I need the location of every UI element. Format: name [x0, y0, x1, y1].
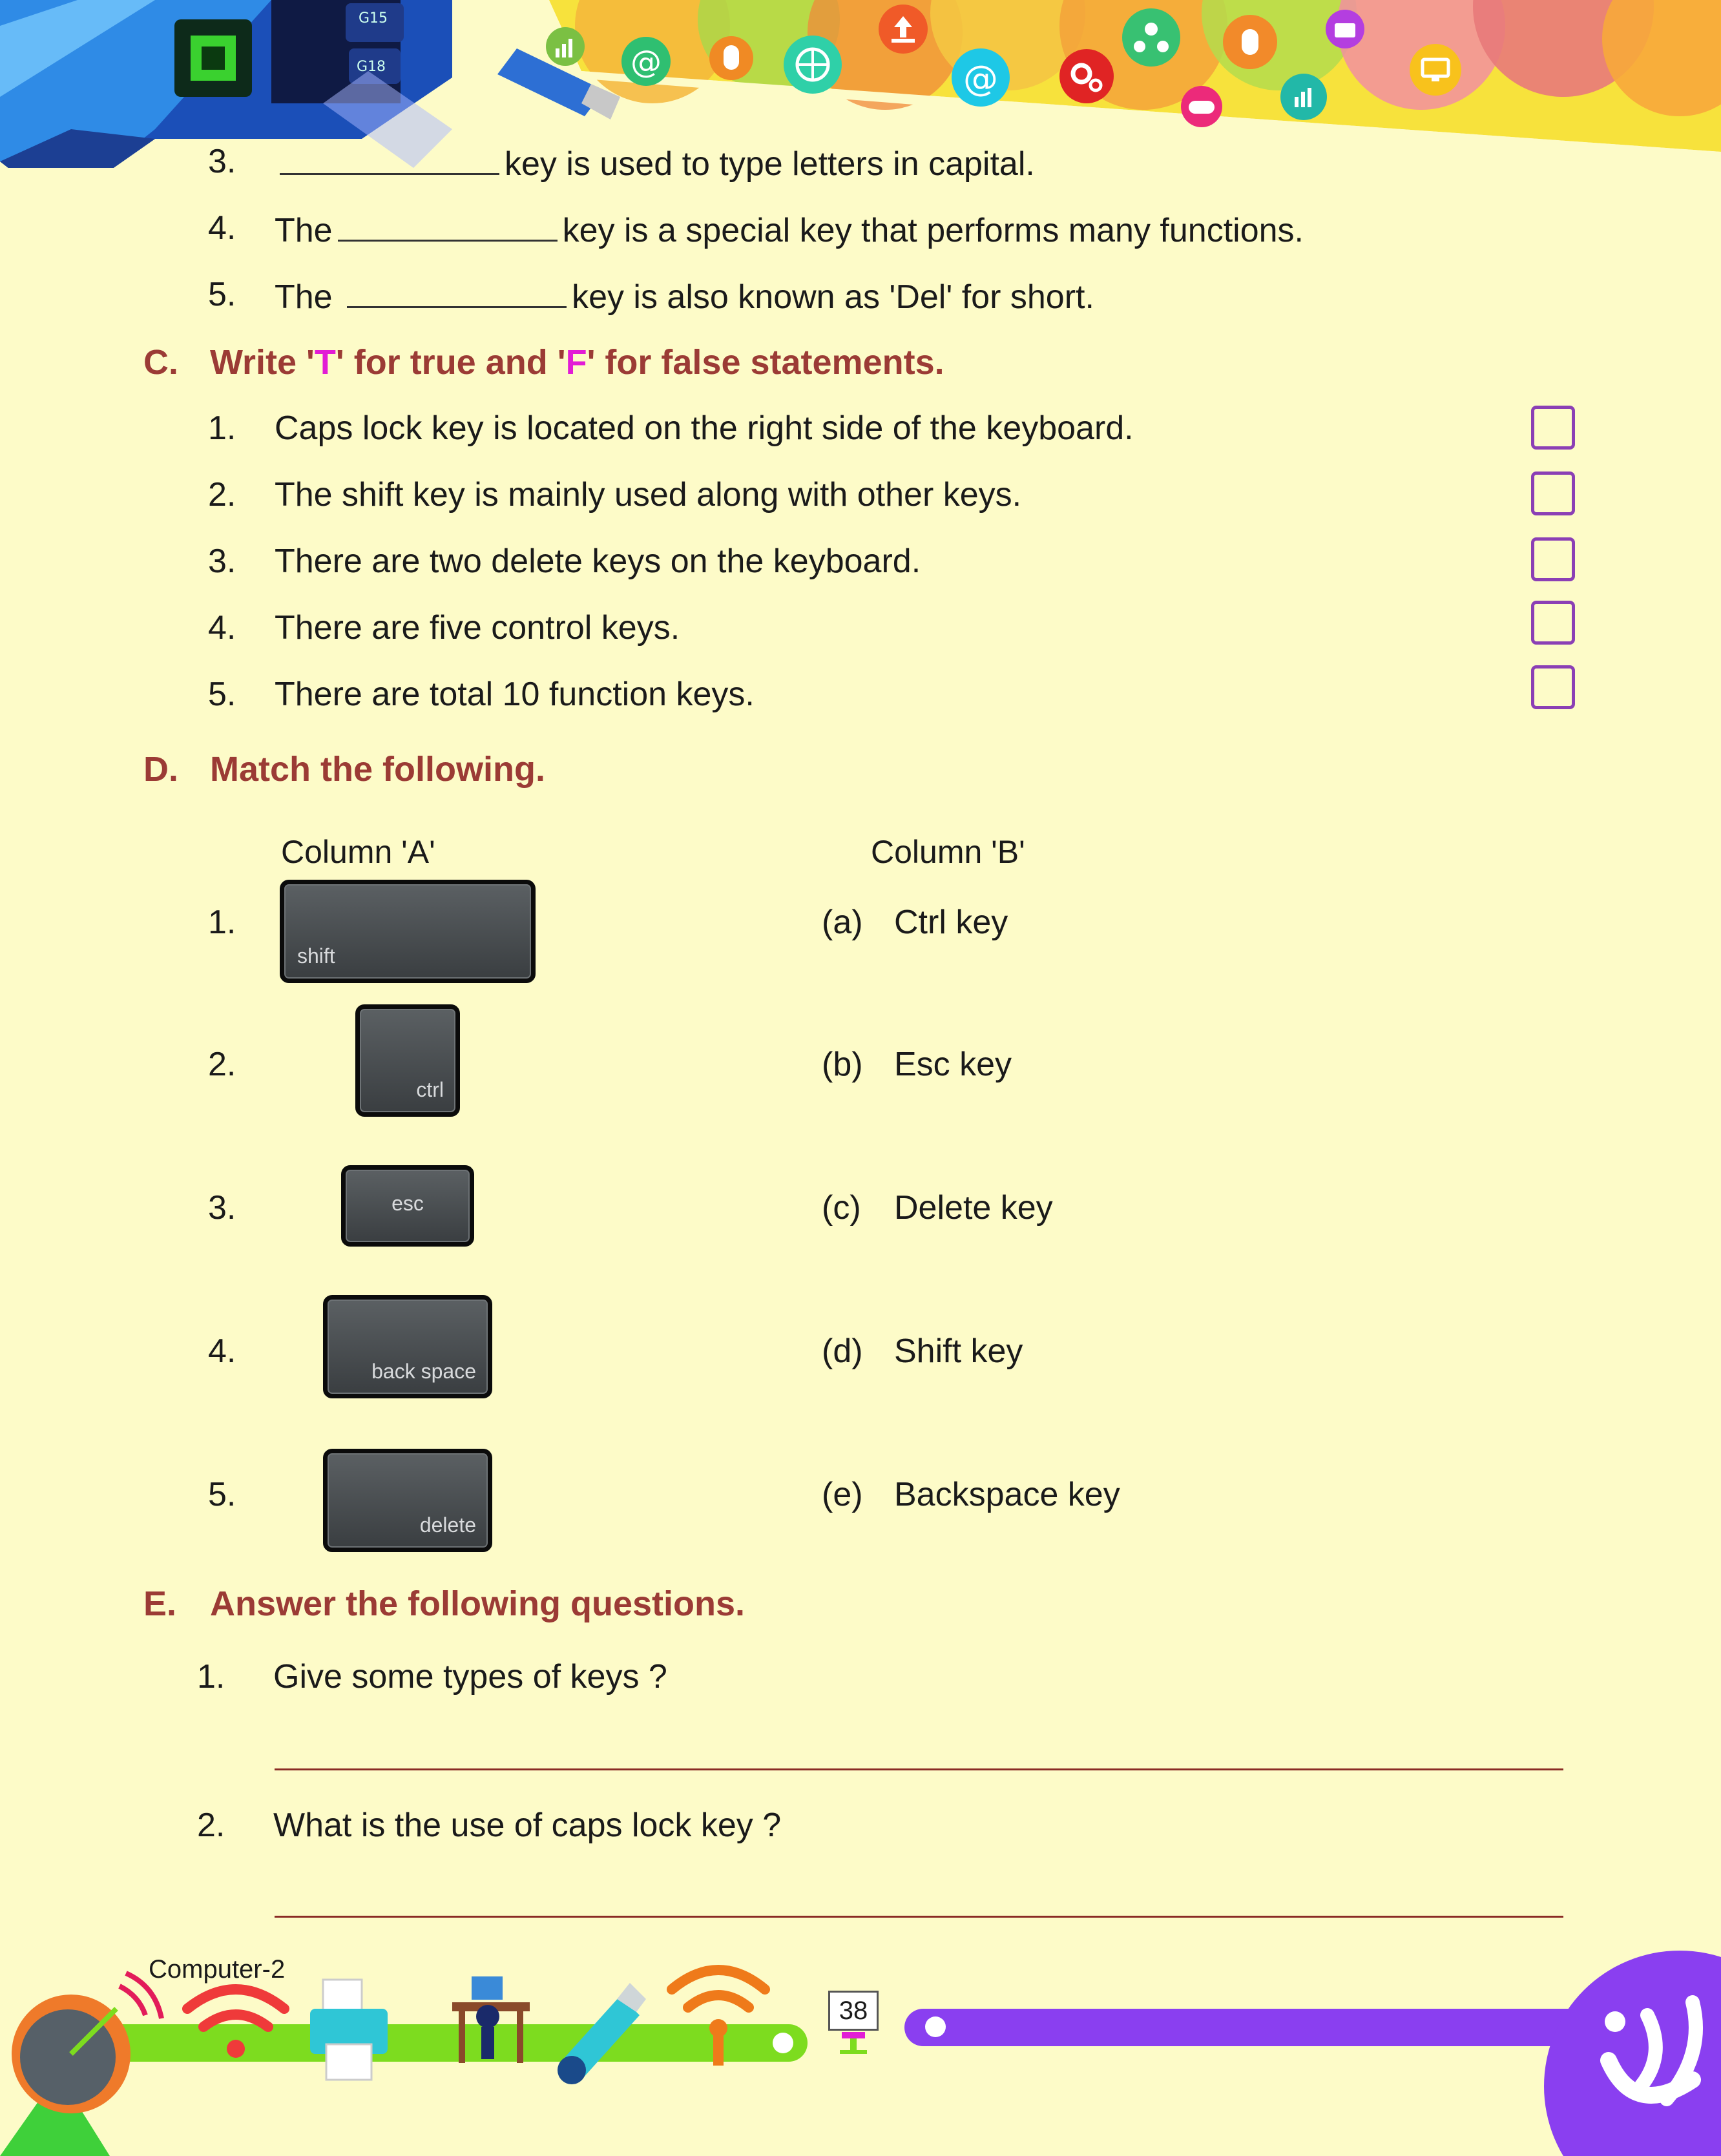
question-text: What is the use of caps lock key ? — [273, 1807, 782, 1844]
option-text: Delete key — [894, 1189, 1053, 1227]
svg-text:G18: G18 — [357, 59, 386, 75]
tf-answer-box[interactable] — [1531, 472, 1575, 515]
section-d-letter: D. — [143, 750, 178, 789]
tf-statement: There are five control keys. — [275, 609, 680, 647]
match-item-number: 5. — [208, 1476, 236, 1513]
question-text: Give some types of keys ? — [273, 1658, 667, 1695]
column-a-heading: Column 'A' — [281, 834, 435, 870]
match-option — [822, 1188, 1053, 1227]
key-label: esc — [391, 1192, 424, 1215]
at-sign-icon — [621, 37, 671, 86]
mouse-icon — [709, 36, 753, 80]
blank-item — [275, 142, 1035, 183]
printer-icon — [310, 1980, 388, 2080]
monitor-icon — [1410, 44, 1461, 96]
blank-item-after: key is used to type letters in capital. — [505, 145, 1035, 183]
match-option — [822, 1332, 1023, 1371]
blank-item-before: The — [275, 278, 333, 316]
match-item-number: 4. — [208, 1332, 236, 1370]
section-c-letter: C. — [143, 343, 178, 382]
backspace-key-image — [323, 1295, 492, 1398]
svg-text:@: @ — [963, 58, 998, 99]
tf-statement: The shift key is mainly used along with other keys. — [275, 476, 1022, 513]
tf-answer-box[interactable] — [1531, 601, 1575, 645]
bar-chart-icon — [546, 27, 585, 66]
tf-item-number: 4. — [208, 609, 236, 647]
delete-key-image — [323, 1449, 492, 1552]
key-label: ctrl — [416, 1078, 444, 1101]
answer-line[interactable] — [275, 1916, 1563, 1918]
false-letter: F — [565, 343, 587, 382]
blank-item — [275, 209, 1304, 250]
tf-statement: There are total 10 function keys. — [275, 676, 755, 713]
tf-item-number: 5. — [208, 676, 236, 713]
question-number: 2. — [197, 1807, 225, 1844]
answer-blank[interactable] — [347, 275, 567, 308]
page-number: 38 — [828, 1991, 879, 2031]
match-item-number: 2. — [208, 1046, 236, 1083]
option-letter: (d) — [822, 1332, 863, 1370]
match-item-number: 1. — [208, 904, 236, 941]
option-letter: (b) — [822, 1046, 863, 1083]
at-sign-icon — [952, 48, 1010, 107]
true-letter: T — [314, 343, 336, 382]
option-text: Shift key — [894, 1332, 1023, 1370]
option-text: Esc key — [894, 1046, 1012, 1083]
title-part: Write ' — [210, 343, 315, 382]
key-label: shift — [297, 944, 335, 968]
answer-line[interactable] — [275, 1768, 1563, 1770]
ctrl-key-image — [355, 1004, 460, 1117]
title-part: ' for true and ' — [335, 343, 566, 382]
page-monitor-stand — [840, 2032, 867, 2054]
mouse-icon — [1223, 15, 1277, 69]
desk-computer-icon — [452, 1976, 530, 2063]
gears-icon — [1059, 49, 1114, 103]
section-d-title: Match the following. — [210, 750, 545, 789]
section-c-title — [210, 342, 944, 382]
question-number: 1. — [197, 1658, 225, 1695]
match-option — [822, 903, 1008, 942]
option-text: Ctrl key — [894, 904, 1008, 941]
match-option — [822, 1475, 1120, 1514]
option-text: Backspace key — [894, 1476, 1120, 1513]
blank-item-before: The — [275, 212, 333, 249]
tf-statement: Caps lock key is located on the right side of the keyboard. — [275, 409, 1134, 447]
blank-item-after: key is also known as 'Del' for short. — [572, 278, 1094, 316]
answer-blank[interactable] — [280, 142, 499, 175]
tf-item-number: 1. — [208, 409, 236, 447]
answer-blank[interactable] — [338, 209, 558, 242]
gamepad-icon — [1181, 86, 1222, 127]
section-e-letter: E. — [143, 1584, 177, 1623]
option-letter: (c) — [822, 1189, 861, 1227]
option-letter: (e) — [822, 1476, 863, 1513]
blank-item-number: 5. — [208, 276, 236, 313]
globe-icon — [784, 36, 842, 94]
tf-item-number: 3. — [208, 543, 236, 580]
option-letter: (a) — [822, 904, 863, 941]
network-people-icon — [1122, 8, 1180, 67]
title-part: ' for false statements. — [587, 343, 944, 382]
tf-answer-box[interactable] — [1531, 406, 1575, 450]
tf-item-number: 2. — [208, 476, 236, 513]
tf-answer-box[interactable] — [1531, 537, 1575, 581]
blank-item-number: 3. — [208, 143, 236, 180]
esc-key-image — [341, 1165, 474, 1247]
key-label: delete — [419, 1513, 476, 1537]
match-option — [822, 1045, 1012, 1084]
tf-answer-box[interactable] — [1531, 665, 1575, 709]
key-label: back space — [371, 1360, 476, 1383]
match-item-number: 3. — [208, 1189, 236, 1227]
book-title: Computer-2 — [149, 1955, 286, 1984]
folder-icon — [1326, 10, 1364, 48]
blank-item — [275, 275, 1094, 316]
upload-icon — [879, 5, 928, 54]
wave-logo-icon — [1544, 1951, 1721, 2156]
shift-key-image — [280, 880, 536, 983]
blank-item-number: 4. — [208, 209, 236, 247]
svg-text:@: @ — [631, 44, 662, 80]
blank-item-after: key is a special key that performs many functions. — [562, 212, 1304, 249]
graph-icon — [1280, 74, 1327, 120]
column-b-heading: Column 'B' — [871, 834, 1025, 870]
svg-text:G15: G15 — [359, 10, 388, 26]
section-e-title: Answer the following questions. — [210, 1584, 746, 1623]
satellite-dish-icon — [0, 1973, 162, 2156]
tf-statement: There are two delete keys on the keyboard. — [275, 543, 921, 580]
